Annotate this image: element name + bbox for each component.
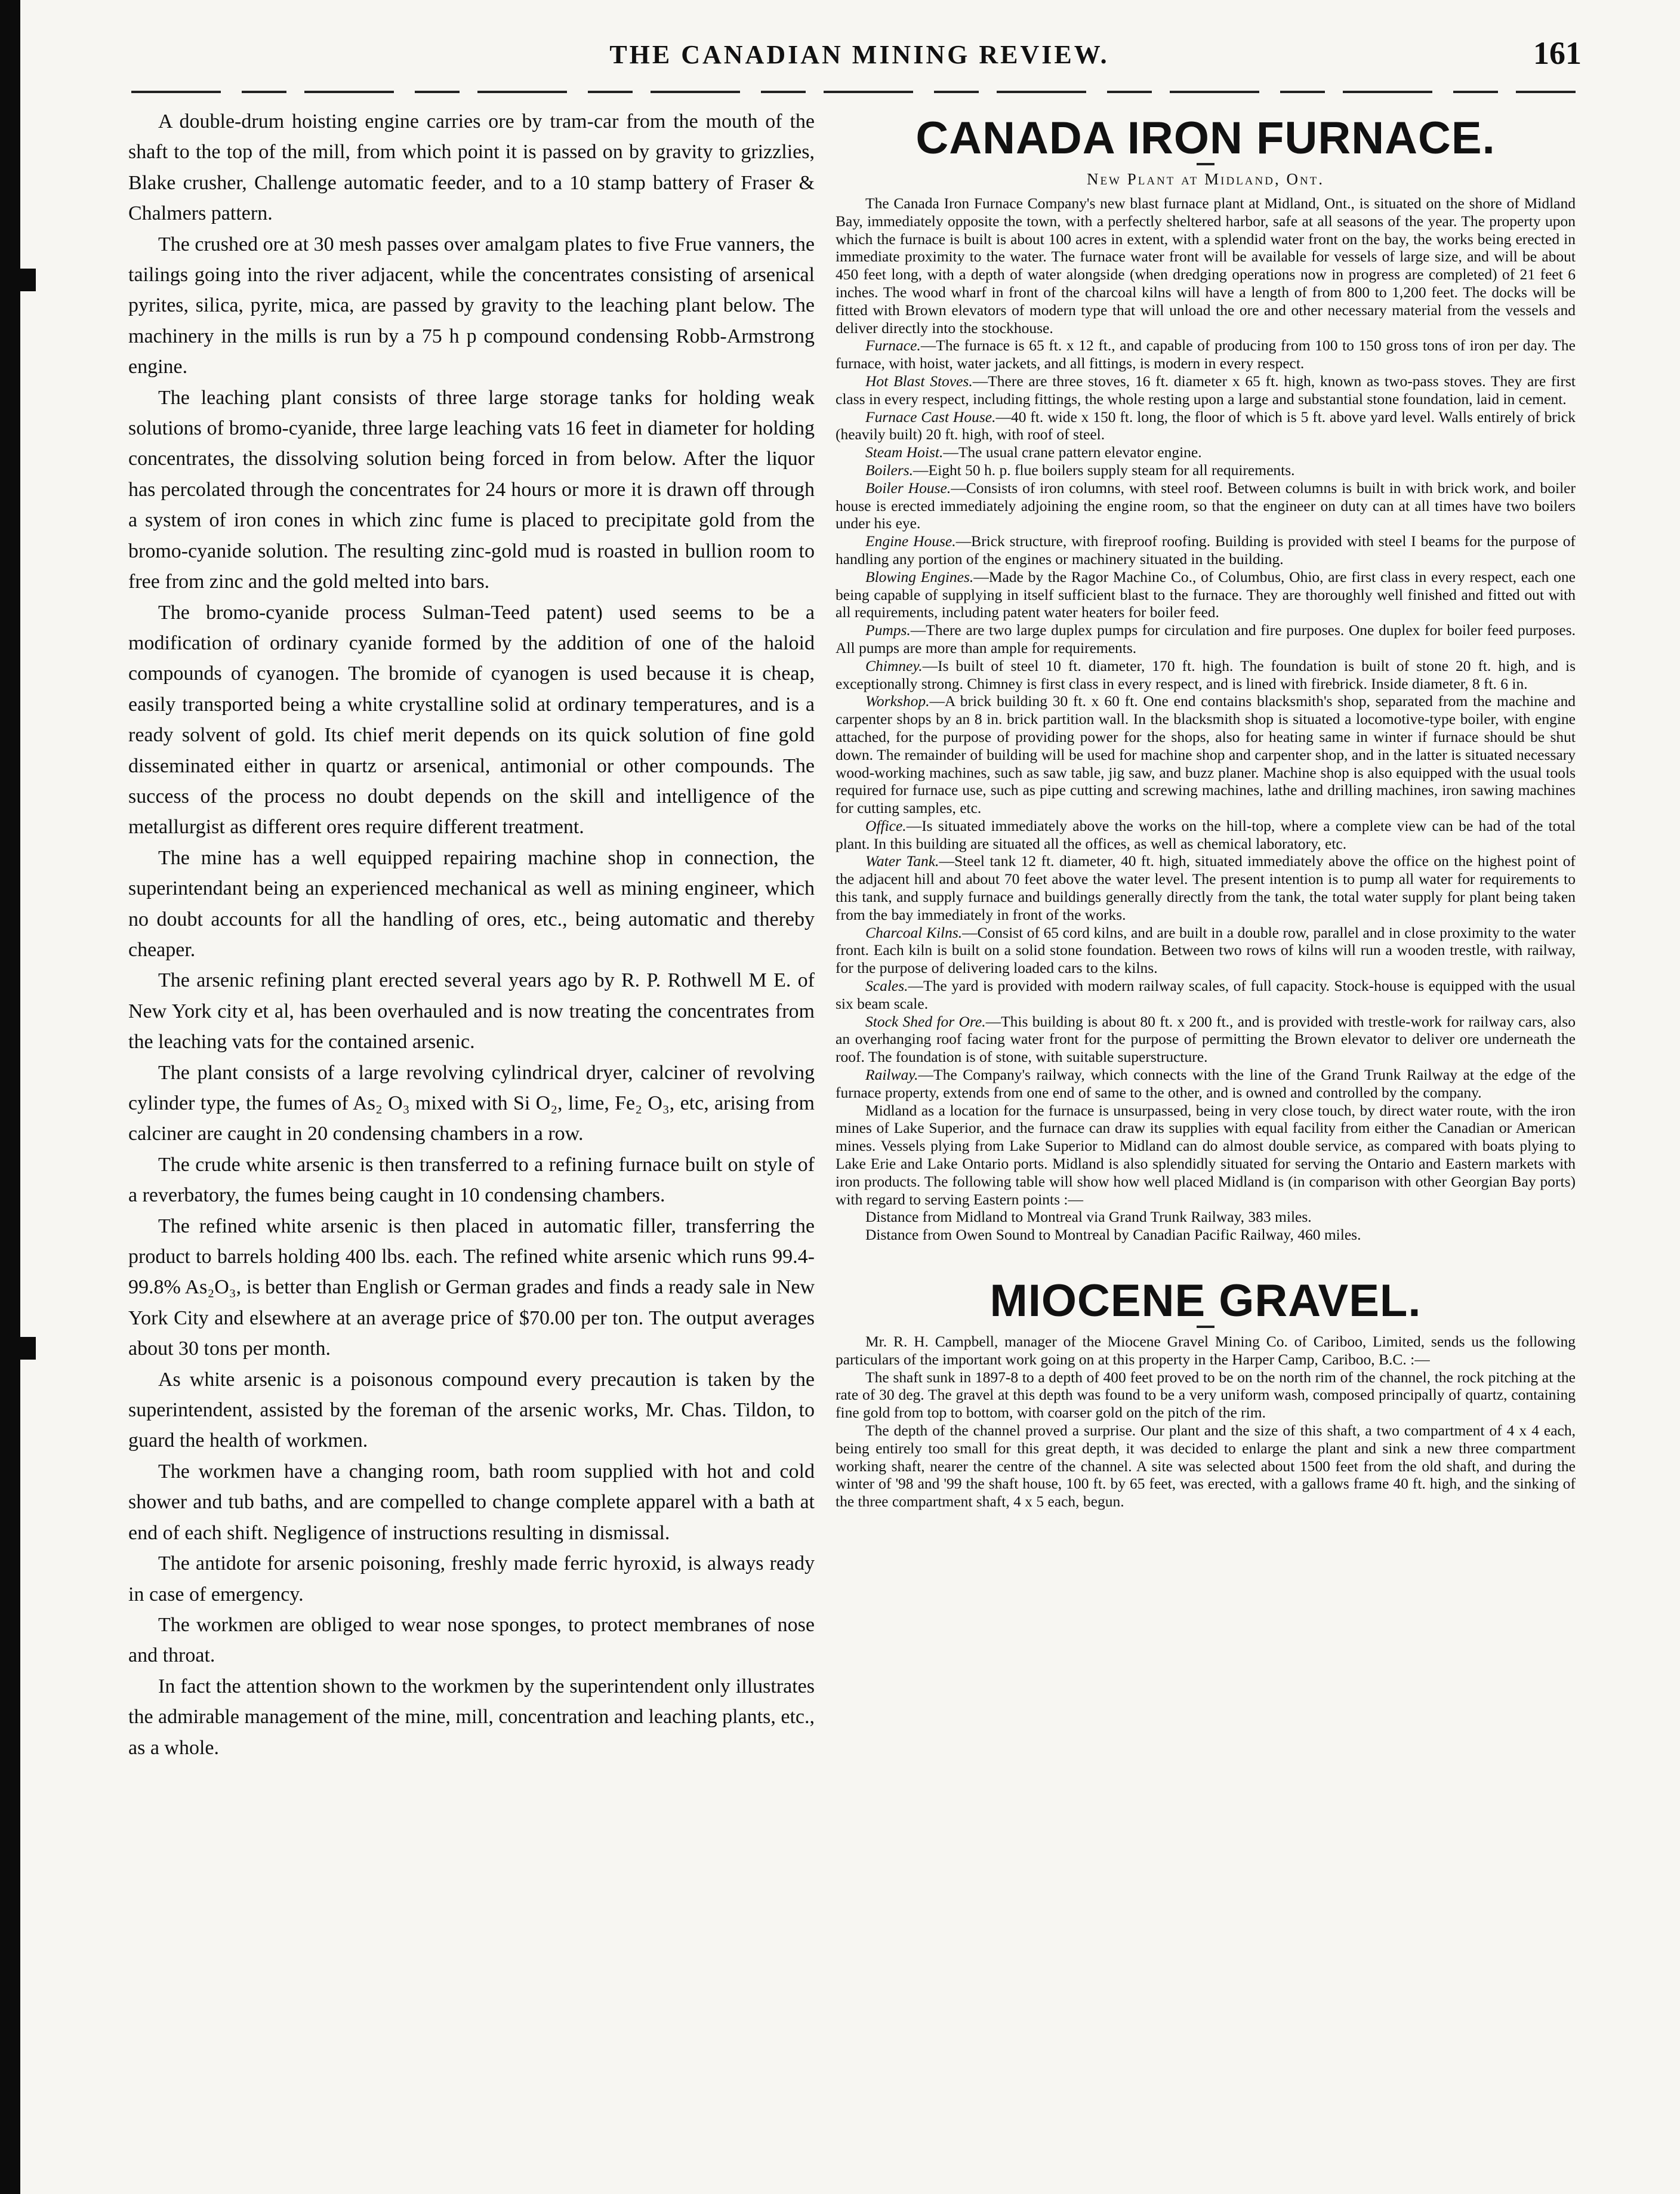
body-paragraph: The crushed ore at 30 mesh passes over amalgam plates to five Frue vanners, the tailings going into the river adjacent, while the concentrates consisting of arsenical pyrites, silica, pyrite, mica, are passed by gravity to the leaching plant below. The machinery in the mills is run by a 75 h p compound condensing Robb-Armstrong engine. xyxy=(128,233,815,378)
article-paragraph xyxy=(836,852,1576,923)
body-paragraph: The arsenic refining plant erected several years ago by R. P. Rothwell M E. of New York city et al, has been overhauled and is now treating the concentrates from the leaching vats for the contained arsenic. xyxy=(128,969,815,1053)
article-paragraph xyxy=(836,443,1576,461)
paragraph-text: —Is built of steel 10 ft. diameter, 170 ft. high. The foundation is built of stone 20 ft. high, and is exceptionally strong. Chimney is first class in every respect, and is lined with firebrick. Inside diameter, 8 ft. 6 in. xyxy=(836,657,1576,692)
paragraph-text: —The usual crane pattern elevator engine. xyxy=(943,443,1202,461)
body-paragraph: The refined white arsenic is then placed in automatic filler, transferring the product to barrels holding 400 lbs. each. The refined white arsenic which runs 99.4-99.8% As₂O₃, is better than English or German grades and finds a ready sale in New York City and elsewhere at an average price of $70.00 per ton. The output averages about 30 tons per month. xyxy=(128,1215,815,1360)
article-paragraph xyxy=(836,692,1576,817)
paragraph-lead: Railway. xyxy=(865,1066,918,1084)
paragraph-text: —Brick structure, with fireproof roofing. Building is provided with steel I beams for the purpose of handling any portion of the engines or machinery situated in the building. xyxy=(836,532,1576,568)
article-paragraph xyxy=(836,977,1576,1013)
paragraph-text: —Eight 50 h. p. flue boilers supply steam for all requirements. xyxy=(913,461,1295,479)
right-column xyxy=(836,106,1576,2124)
article-paragraph xyxy=(836,924,1576,977)
article-paragraph xyxy=(836,621,1576,657)
body-paragraph: The mine has a well equipped repairing machine shop in connection, the superintendant being an experienced mechanical as well as mining engineer, which no doubt accounts for all the handling of ores, etc., being automatic and thereby cheaper. xyxy=(128,846,815,961)
spine-mark xyxy=(20,269,36,291)
article-paragraph xyxy=(836,408,1576,444)
body-paragraph: The leaching plant consists of three large storage tanks for holding weak solutions of bromo-cyanide, three large leaching vats 16 feet in diameter for holding concentrates, the dissolving solution being forced in from below. After the liquor has percolated through the concentrates for 24 hours or more it is drawn off through a system of iron cones in which zinc fume is placed to precipitate gold from the bromo-cyanide solution. The resulting zinc-gold mud is roasted in bullion room to free from zinc and the gold melted into bars. xyxy=(128,386,815,593)
canada-iron-furnace-article xyxy=(836,112,1576,1244)
paragraph-text: —Consist of 65 cord kilns, and are built in a double row, parallel and in close proximity to the water front. Each kiln is built on a solid stone foundation. Between two rows of kilns will run a wooden trestle, with railway, for the purpose of delivering loaded cars to the kilns. xyxy=(836,923,1576,977)
running-title: THE CANADIAN MINING REVIEW. xyxy=(609,40,1109,69)
miocene-gravel-article xyxy=(836,1275,1576,1511)
header-rule xyxy=(131,91,1576,93)
body-paragraph: The antidote for arsenic poisoning, freshly made ferric hyroxid, is always ready in case of emergency. xyxy=(128,1552,815,1606)
page-number: 161 xyxy=(1533,35,1582,71)
paragraph-lead: Steam Hoist. xyxy=(865,443,944,461)
paragraph-lead: Office. xyxy=(865,816,907,834)
article-subtitle: New Plant at Midland, Ont. xyxy=(1086,170,1325,188)
page-spine-edge xyxy=(0,0,20,2194)
paragraph-lead: Scales. xyxy=(865,977,908,995)
article-paragraph xyxy=(836,372,1576,408)
paragraph-text: —Made by the Ragor Machine Co., of Columbus, Ohio, are first class in every respect, each one being capable of supplying in itself sufficient blast to the furnace. They are thoroughly well finished and fitted out with all requirements, including patent water heaters for boiler feed. xyxy=(836,568,1576,621)
paragraph-lead: Boilers. xyxy=(865,461,914,479)
paragraph-text: —Is situated immediately above the works on the hill-top, where a complete view can be had of the total plant. In this building are situated all the offices, as well as chemical laboratory, etc. xyxy=(836,816,1576,852)
body-paragraph: The crude white arsenic is then transferred to a refining furnace built on style of a reverbatory, the fumes being caught in 10 condensing chambers. xyxy=(128,1153,815,1207)
paragraph-lead: Workshop. xyxy=(865,692,930,710)
paragraph-text: —A brick building 30 ft. x 60 ft. One end contains blacksmith's shop, separated from the machine and carpenter shops by an 8 in. brick partition wall. In the blacksmith shop is situated a locomotive-type boiler, with engine attached, for the purpose of providing power for the shops, also for heating same in winter if furnace should be shut down. The remainder of building will be used for machine shop and carpenter shop, and in the latter is situated necessary wood-working machines, such as saw table, jig saw, and buzz planer. Machine shop is also equipped with the usual tools required for furnace use, such as pipe cutting and screwing machines, lathe and drilling machines, iron sawing machines for cutting samples, etc. xyxy=(836,692,1576,817)
paragraph-text: —The Company's railway, which connects with the line of the Grand Trunk Railway at the edge of the furnace property, extends from one end of same to the other, and is owned and controlled by the company. xyxy=(836,1066,1576,1101)
article-paragraph xyxy=(836,1066,1576,1102)
paragraph-text: —There are three stoves, 16 ft. diameter x 65 ft. high, known as two-pass stoves. They are first class in every respect, including fittings, the whole resting upon a large and substantial stone foundation, laid in cement. xyxy=(836,372,1576,408)
paragraph-lead: Pumps. xyxy=(865,621,911,639)
article-paragraph xyxy=(836,568,1576,621)
paragraph-text: —Steel tank 12 ft. diameter, 40 ft. high, situated immediately above the office on the highest point of the adjacent hill and about 70 feet above the water level. The present intention is to pump all water for requirements to this tank, and supply furnace and buildings generally directly from the tank, the total water supply for plant being taken from the bay immediately in front of the works. xyxy=(836,852,1576,923)
article-paragraph: Mr. R. H. Campbell, manager of the Miocene Gravel Mining Co. of Cariboo, Limited, sends us the following particulars of the important work going on at this property in the Harper Camp, Cariboo, B.C. :— xyxy=(836,1333,1576,1368)
paragraph-lead: Furnace Cast House. xyxy=(865,408,996,426)
paragraph-text: —Consists of iron columns, with steel roof. Between columns is built in with brick work, and boiler house is erected immediately adjoining the engine room, so that the engineer on duty can at all times have two boilers under his eye. xyxy=(836,479,1576,532)
article-title: CANADA IRON FURNACE. xyxy=(915,113,1496,164)
paragraph-lead: Chimney. xyxy=(865,657,923,674)
article-paragraph xyxy=(836,461,1576,479)
paragraph-lead: Engine House. xyxy=(865,532,956,550)
body-paragraph: The workmen are obliged to wear nose sponges, to protect membranes of nose and throat. xyxy=(128,1613,815,1667)
body-paragraph: In fact the attention shown to the workmen by the superintendent only illustrates the admirable management of the mine, mill, concentration and leaching plants, etc., as a whole. xyxy=(128,1675,815,1759)
paragraph-lead: Water Tank. xyxy=(865,852,939,870)
article-paragraph xyxy=(836,1208,1576,1226)
article-paragraph xyxy=(836,337,1576,372)
page-header xyxy=(137,29,1582,76)
article-paragraph xyxy=(836,1013,1576,1066)
body-paragraph: The workmen have a changing room, bath room supplied with hot and cold shower and tub baths, and are compelled to change complete apparel with a bath at end of each shift. Negligence of instructions resulting in dismissal. xyxy=(128,1460,815,1544)
paragraph-text: —The yard is provided with modern railway scales, of full capacity. Stock-house is equipped with the usual six beam scale. xyxy=(836,977,1576,1012)
paragraph-text: —40 ft. wide x 150 ft. long, the floor of which is 5 ft. above yard level. Walls entirely of brick (heavily built) 20 ft. high, with roof of steel. xyxy=(836,408,1576,443)
body-paragraph: As white arsenic is a poisonous compound every precaution is taken by the superintendent, assisted by the foreman of the arsenic works, Mr. Chas. Tildon, to guard the health of workmen. xyxy=(128,1368,815,1452)
body-paragraph: The plant consists of a large revolving cylindrical dryer, calciner of revolving cylinder type, the fumes of As₂ O₃ mixed with Si O₂, lime, Fe₂ O₃, etc, arising from calciner are caught in 20 condensing chambers in a row. xyxy=(128,1061,815,1145)
article-paragraph xyxy=(836,195,1576,337)
paragraph-lead: Furnace. xyxy=(865,337,921,355)
paragraph-lead: Stock Shed for Ore. xyxy=(865,1012,986,1030)
left-column xyxy=(128,106,815,2124)
paragraph-text: —This building is about 80 ft. x 200 ft., and is provided with trestle-work for railway cars, also an overhanging roof facing water front for the purpose of permitting the Brown elevator to deliver ore underneath the roof. The foundation is of stone, with suitable superstructure. xyxy=(836,1012,1576,1066)
article-paragraph: The shaft sunk in 1897-8 to a depth of 400 feet proved to be on the north rim of the channel, the rock pitching at the rate of 30 deg. The gravel at this depth was found to be a very uniform wash, composed principally of quartz, containing fine gold from top to bottom, with coarser gold on the pitch of the rim. xyxy=(836,1368,1576,1422)
article-paragraph xyxy=(836,1102,1576,1209)
paragraph-text: Distance from Midland to Montreal via Grand Trunk Railway, 383 miles. xyxy=(865,1208,1312,1226)
spine-mark xyxy=(20,1337,36,1360)
article-paragraph xyxy=(836,532,1576,568)
paragraph-text: —There are two large duplex pumps for circulation and fire purposes. One duplex for boiler feed purposes. All pumps are more than ample for requirements. xyxy=(836,621,1576,657)
paragraph-text: Midland as a location for the furnace is unsurpassed, being in very close touch, by direct water route, with the iron mines of Lake Superior, and the furnace can draw its supplies with equal facility from either the Canadian or American mines. Vessels plying from Lake Superior to Midland can do almost double service, as compared with boats plying to Lake Erie and Lake Ontario ports. Midland is also splendidly situated for serving the Ontario and Eastern markets with iron products. The following table will show how well placed Midland is (in comparison with other Georgian Bay ports) with regard to serving Eastern points :— xyxy=(836,1101,1576,1208)
body-paragraph: The bromo-cyanide process Sulman-Teed patent) used seems to be a modification of ordinary cyanide formed by the addition of one of the haloid compounds of cyanogen. The bromide of cyanogen is used because it is cheap, easily transported being a white crystalline solid at ordinary temperatures, and is a ready solvent of gold. Its chief merit depends on its quick solution of fine gold disseminated either in quartz or arsenical, antimonial or other compounds. The success of the process no doubt depends on the skill and intelligence of the metallurgist as different ores require different treatment. xyxy=(128,601,815,839)
paragraph-lead: Hot Blast Stoves. xyxy=(865,372,973,390)
paragraph-text: The Canada Iron Furnace Company's new blast furnace plant at Midland, Ont., is situated on the shore of Midland Bay, immediately opposite the town, with a perfectly sheltered harbor, safe at all seasons of the year. The property upon which the furnace is built is about 100 acres in extent, with a splendid water front on the bay, the works being erected in immediate proximity to the water. The furnace water front will be available for vessels of large size, and will be about 450 feet long, with a depth of water alongside (when dredging operations now in progress are completed) of 21 feet 6 inches. The wood wharf in front of the charcoal kilns will have a length of from 800 to 1,200 feet. The docks will be fitted with Brown elevators of modern type that will unload the ore and other necessary material from the vessels and deliver directly into the stockhouse. xyxy=(836,195,1576,337)
paragraph-text: —The furnace is 65 ft. x 12 ft., and capable of producing from 100 to 150 gross tons of iron per day. The furnace, with hoist, water jackets, and all fittings, is modern in every respect. xyxy=(836,337,1576,372)
article-paragraph xyxy=(836,479,1576,532)
article-paragraph xyxy=(836,1226,1576,1244)
article-title: MIOCENE GRAVEL. xyxy=(989,1275,1422,1327)
article-paragraph xyxy=(836,657,1576,693)
paragraph-text: Distance from Owen Sound to Montreal by Canadian Pacific Railway, 460 miles. xyxy=(865,1226,1361,1244)
paragraph-lead: Boiler House. xyxy=(865,479,951,497)
paragraph-lead: Charcoal Kilns. xyxy=(865,923,963,941)
article-paragraph: The depth of the channel proved a surprise. Our plant and the size of this shaft, a two compartment of 4 x 4 each, being entirely too small for this great depth, it was decided to enlarge the plant and sink a new three compartment working shaft, nearer the centre of the channel. A site was selected about 1500 feet from the old shaft, and during the winter of '98 and '99 the shaft house, 100 ft. by 65 feet, was erected, with a gallows frame 40 ft. high, and the sinking of the three compartment shaft, 4 x 5 each, begun. xyxy=(836,1422,1576,1511)
body-paragraph: A double-drum hoisting engine carries ore by tram-car from the mouth of the shaft to the top of the mill, from which point it is passed on by gravity to grizzlies, Blake crusher, Challenge automatic feeder, and to a 10 stamp battery of Fraser & Chalmers pattern. xyxy=(128,110,815,225)
article-paragraph xyxy=(836,817,1576,853)
paragraph-lead: Blowing Engines. xyxy=(865,568,974,586)
section-gap xyxy=(836,1244,1576,1269)
